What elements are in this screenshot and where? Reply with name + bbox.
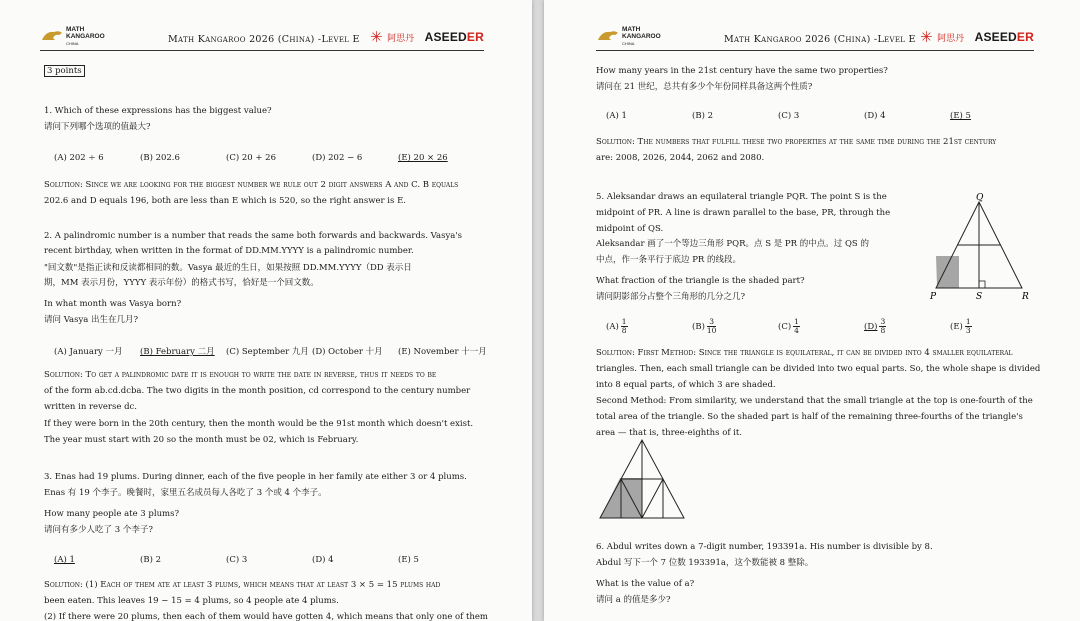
q2-option-b: (B) February 二月 [140, 347, 215, 357]
left-page [0, 0, 532, 621]
q5-solution-line: area — that is, three-eighths of it. [596, 428, 742, 438]
kangaroo-icon [40, 28, 64, 42]
q3-text-line: 3. Enas had 19 plums. During dinner, each of the five people in her family ate either 3 or 4 plums. [44, 472, 467, 482]
q5-text-line: What fraction of the triangle is the shaded part? [596, 276, 805, 286]
q5-text-line: midpoint of PR. A line is drawn parallel to the base, PR, through the [596, 208, 891, 218]
logo-text-line: KANGAROO [622, 33, 661, 40]
page-header [596, 22, 1034, 51]
fraction [793, 318, 800, 335]
sponsor-cn-text: 阿思丹 [387, 32, 415, 43]
q5-solution-line: Solution: First Method: Since the triangle is equilateral, it can be divided into 4 smaller equilateral [596, 348, 1013, 358]
option-label: (C) [778, 322, 792, 332]
right-page [544, 0, 1080, 621]
q5-solution-line: Second Method: From similarity, we understand that the small triangle at the top is one-fourth of the [596, 396, 1033, 406]
q3-option-d: (D) 4 [312, 555, 334, 565]
q4-option-b: (B) 2 [692, 111, 713, 121]
q2-solution-line: If they were born in the 20th century, then the month would be the 91st month which doesn't exist. [44, 419, 474, 429]
fraction-numerator: 3 [707, 318, 717, 327]
inner-edge [642, 479, 663, 518]
q4-text-line: 请问在 21 世纪，总共有多少个年份同样具备这两个性质? [596, 82, 813, 92]
logo-text-line: MATH [66, 26, 85, 33]
q5-option-b [692, 318, 716, 335]
q3-text-line: Enas 有 19 个李子。晚餐时，家里五名成员每人各吃了 3 个或 4 个李子。 [44, 488, 327, 498]
q5-option-e [950, 318, 972, 335]
right-angle-mark [979, 281, 985, 288]
q4-solution-line: are: 2008, 2026, 2044, 2062 and 2080. [596, 153, 765, 163]
fraction-denominator: 4 [794, 326, 799, 335]
fraction-denominator: 10 [706, 326, 717, 335]
sponsor-name-part: ER [1016, 30, 1034, 44]
q3-option-e: (E) 5 [398, 555, 419, 565]
q2-solution-line: of the form ab.cd.dcba. The two digits in the month position, cd correspond to the century number [44, 386, 471, 396]
q3-text-line: How many people ate 3 plums? [44, 509, 180, 519]
q3-solution-line: (2) If there were 20 plums, then each of them would have gotten 4, which means that only one of them [44, 612, 488, 621]
math-kangaroo-logo [40, 24, 114, 48]
q2-solution-line: written in reverse dc. [44, 402, 137, 412]
fraction [621, 318, 628, 335]
q5-text-line: midpoint of QS. [596, 224, 664, 234]
q5-text-line: Aleksandar 画了一个等边三角形 PQR。点 S 是 PR 的中点。过 QS 的 [596, 239, 869, 249]
q3-option-b: (B) 2 [140, 555, 161, 565]
math-kangaroo-logo [596, 24, 670, 48]
header-title: Math Kangaroo 2026 (China) -Level E [724, 34, 916, 45]
logo-text-line: CHINA [66, 41, 79, 46]
q2-option-a: (A) January 一月 [54, 347, 123, 357]
q2-text-line: 期，MM 表示月份，YYYY 表示年份）的格式书写，恰好是一个回文数。 [44, 278, 319, 288]
aseeder-brand [370, 28, 484, 46]
q1-option-e: (E) 20 × 26 [398, 153, 448, 163]
logo-text-line: MATH [622, 26, 641, 33]
fraction [707, 318, 717, 335]
q1-option-b: (B) 202.6 [140, 153, 180, 163]
q2-option-d: (D) October 十月 [312, 347, 383, 357]
q5-option-a [606, 318, 628, 335]
q4-option-d: (D) 4 [864, 111, 886, 121]
page-header [40, 22, 484, 51]
fraction-numerator: 1 [965, 317, 971, 326]
q4-option-e: (E) 5 [950, 111, 971, 121]
q4-text-line: How many years in the 21st century have the same two properties? [596, 66, 888, 76]
q6-text-line: What is the value of a? [596, 579, 695, 589]
q5-solution-line: total area of the triangle. So the shaded part is half of the remaining three-fourths of the triangle's [596, 412, 1023, 422]
label-s: S [976, 292, 983, 302]
sponsor-name-part: ASEED [974, 30, 1017, 44]
q3-solution-line: been eaten. This leaves 19 − 15 = 4 plums, so 4 people ate 4 plums. [44, 596, 339, 606]
label-q: Q [976, 193, 984, 203]
q1-solution-line: 202.6 and D equals 196, both are less than E which is 520, so the right answer is E. [44, 196, 406, 206]
q5-solution-line: into 8 equal parts, of which 3 are shaded. [596, 380, 776, 390]
option-label: (E) [950, 322, 963, 332]
q2-text-line: "回文数"是指正读和反读都相同的数。Vasya 最近的生日，如果按照 DD.MM.YYYY（DD 表示日 [44, 263, 412, 273]
points-box: 3 points [44, 65, 85, 77]
fraction-numerator: 1 [794, 317, 799, 326]
q2-solution-line: The year must start with 20 so the month must be 02, which is February. [44, 435, 359, 445]
q5-text-line: 请问阴影部分占整个三角形的几分之几? [596, 292, 746, 302]
q4-option-a: (A) 1 [606, 111, 627, 121]
q6-text-line: Abdul 写下一个 7 位数 193391a，这个数能被 8 整除。 [596, 558, 814, 568]
q2-text-line: 请问 Vasya 出生在几月? [44, 315, 139, 325]
logo-text-line: KANGAROO [66, 33, 105, 40]
solution-triangle-figure [594, 438, 694, 522]
aseeder-brand [920, 28, 1034, 46]
q2-option-c: (C) September 九月 [226, 347, 309, 357]
q3-option-a: (A) 1 [54, 555, 75, 565]
q1-text-cn: 请问下列哪个选项的值最大? [44, 122, 151, 132]
label-r: R [1022, 292, 1029, 302]
sponsor-name [975, 30, 1034, 44]
aseeder-star-icon: ✳ [920, 29, 933, 46]
fraction-denominator: 8 [621, 326, 627, 335]
header-title: Math Kangaroo 2026 (China) -Level E [168, 34, 360, 45]
fraction-denominator: 3 [965, 326, 971, 335]
fraction [879, 318, 886, 335]
q6-text-line: 请问 a 的值是多少? [596, 595, 671, 605]
q5-option-d [864, 318, 886, 335]
label-p: P [930, 292, 937, 302]
q6-text-line: 6. Abdul writes down a 7-digit number, 193391a. His number is divisible by 8. [596, 542, 933, 552]
kangaroo-icon [596, 28, 620, 42]
q2-text-line: 2. A palindromic number is a number that reads the same both forwards and backwards. Vasya's [44, 231, 463, 241]
q3-option-c: (C) 3 [226, 555, 248, 565]
fraction-numerator: 3 [880, 317, 886, 326]
q2-text-line: recent birthday, when written in the format of DD.MM.YYYY is a palindromic number. [44, 246, 414, 256]
option-label: (B) [692, 322, 705, 332]
q4-solution-line: Solution: The numbers that fulfill these two properties at the same time during the 21st century [596, 137, 997, 147]
q1-option-c: (C) 20 + 26 [226, 153, 276, 163]
option-label: (D) [864, 322, 878, 332]
fraction [965, 318, 972, 335]
q5-text-line: 中点，作一条平行于底边 PR 的线段。 [596, 255, 742, 265]
triangle-pqr-figure [924, 192, 1044, 302]
q2-option-e: (E) November 十一月 [398, 347, 487, 357]
q1-option-a: (A) 202 ÷ 6 [54, 153, 104, 163]
sponsor-name [425, 30, 484, 44]
logo-text-line: CHINA [622, 41, 635, 46]
fraction-denominator: 8 [880, 326, 886, 335]
q1-option-d: (D) 202 − 6 [312, 153, 363, 163]
q4-option-c: (C) 3 [778, 111, 800, 121]
q5-solution-line: triangles. Then, each small triangle can be divided into two equal parts. So, the whole shape is divided [596, 364, 1041, 374]
aseeder-star-icon: ✳ [370, 29, 383, 46]
q2-solution-line: Solution: To get a palindromic date it is enough to write the date in reverse, thus it needs to be [44, 370, 437, 380]
fraction-numerator: 1 [621, 317, 627, 326]
q5-text-line: 5. Aleksandar draws an equilateral triangle PQR. The point S is the [596, 192, 887, 202]
q3-text-line: 请问有多少人吃了 3 个李子? [44, 525, 153, 535]
q1-solution-line: Solution: Since we are looking for the biggest number we rule out 2 digit answers A and C. B equals [44, 180, 459, 190]
q5-option-c [778, 318, 800, 335]
q3-solution-line: Solution: (1) Each of them ate at least 3 plums, which means that at least 3 × 5 = 15 plums had [44, 580, 441, 590]
sponsor-name-part: ASEED [424, 30, 467, 44]
sponsor-cn-text: 阿思丹 [937, 32, 965, 43]
q1-text-en: 1. Which of these expressions has the biggest value? [44, 106, 272, 116]
sponsor-name-part: ER [466, 30, 484, 44]
q2-text-line: In what month was Vasya born? [44, 299, 182, 309]
option-label: (A) [606, 322, 619, 332]
